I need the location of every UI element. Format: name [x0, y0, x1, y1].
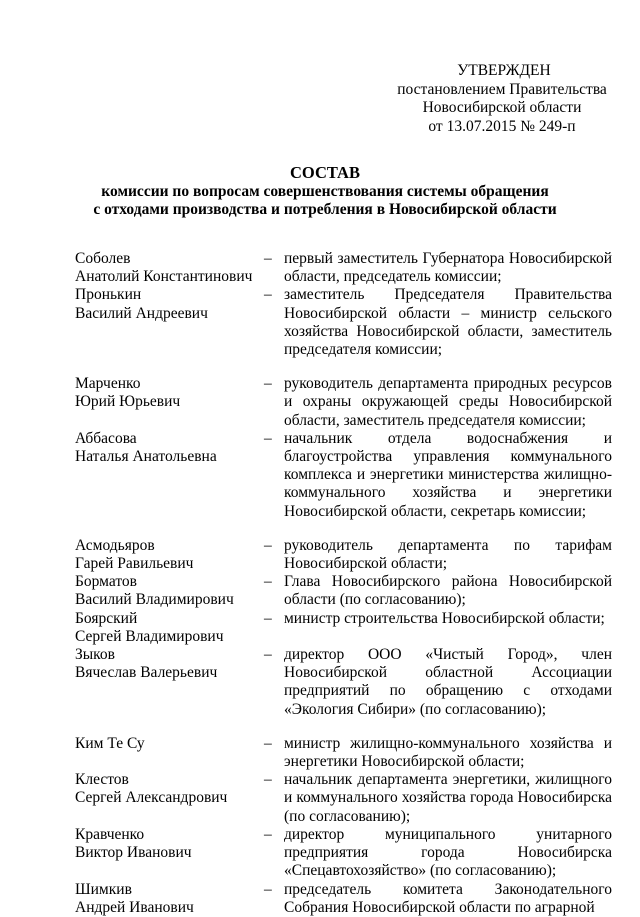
member-given-name: Наталья Анатольевна [75, 448, 217, 466]
member-name [75, 881, 263, 917]
member-surname: Зыков [75, 646, 115, 664]
members-list [75, 250, 612, 917]
member-dash: – [264, 375, 272, 393]
member-dash: – [264, 536, 272, 554]
member-row [75, 573, 612, 609]
member-surname: Пронькин [75, 286, 142, 304]
approval-stamp [392, 62, 612, 136]
member-name [75, 610, 263, 646]
member-surname: Ким Те Су [75, 734, 145, 752]
member-row [75, 375, 612, 430]
member-role: директор ООО «Чистый Город», член Новосибирской областной Ассоциации предприятий по обращению с отходами «Экология Сибири» (по согласованию); [284, 646, 612, 718]
member-role: первый заместитель Губернатора Новосибирской области, председатель комиссии; [284, 250, 612, 286]
member-given-name: Виктор Иванович [75, 844, 192, 862]
member-row [75, 735, 612, 771]
member-name [75, 573, 263, 609]
member-given-name: Вячеслав Валерьевич [75, 664, 218, 682]
member-name [75, 537, 263, 573]
member-role: министр жилищно-коммунального хозяйства и энергетики Новосибирской области; [284, 734, 612, 771]
member-row [75, 881, 612, 917]
member-row [75, 610, 612, 646]
member-name [75, 250, 263, 286]
member-role: руководитель департамента природных ресурсов и охраны окружающей среды Новосибирской области, заместитель председателя комиссии; [284, 375, 612, 429]
member-given-name: Анатолий Константинович [75, 268, 253, 286]
member-name [75, 375, 263, 430]
member-given-name: Гарей Равильевич [75, 555, 194, 573]
member-name [75, 430, 263, 521]
member-given-name: Василий Андреевич [75, 304, 208, 322]
member-dash: – [264, 646, 272, 664]
member-role: председатель комитета Законодательного Собрания Новосибирской области по аграрной [284, 880, 612, 916]
member-surname: Клестов [75, 771, 129, 789]
member-name [75, 735, 263, 771]
member-row [75, 537, 612, 573]
member-given-name: Василий Владимирович [75, 591, 234, 609]
approval-decree-line: постановлением Правительства [397, 80, 607, 98]
member-dash: – [264, 880, 272, 898]
member-row [75, 826, 612, 881]
member-dash: – [264, 771, 272, 789]
member-surname: Кравченко [75, 825, 145, 843]
member-dash: – [264, 734, 272, 752]
member-role: начальник отдела водоснабжения и благоустройства управления коммунального комплекса и энергетики министерства жилищно-коммунального хозяйства и энергетики Новосибирской области, секретарь комиссии; [284, 429, 612, 520]
title-main: СОСТАВ [290, 163, 360, 182]
member-surname: Марченко [75, 375, 141, 393]
approval-heading: УТВЕРЖДЕН [457, 62, 551, 79]
member-given-name: Юрий Юрьевич [75, 393, 181, 411]
member-role: руководитель департамента по тарифам Новосибирской области; [284, 536, 612, 573]
title-subtitle-line-2: с отходами производства и потребления в Новосибирской области [93, 201, 557, 218]
member-role: директор муниципального унитарного предприятия города Новосибирска «Спецавтохозяйство» (по согласованию); [284, 825, 612, 880]
member-name [75, 286, 263, 359]
member-dash: – [264, 609, 272, 627]
member-surname: Аббасова [75, 429, 137, 447]
approval-region-line: Новосибирской области [422, 99, 582, 116]
member-given-name: Сергей Александрович [75, 789, 228, 807]
member-row [75, 646, 612, 719]
member-dash: – [264, 573, 272, 591]
member-given-name: Сергей Владимирович [75, 627, 224, 645]
member-row [75, 430, 612, 521]
member-row [75, 771, 612, 826]
member-role: заместитель Председателя Правительства Новосибирской области – министр сельского хозяйства Новосибирской области, заместитель председателя комиссии; [284, 286, 612, 359]
member-role: Глава Новосибирского района Новосибирской области (по согласованию); [284, 573, 612, 609]
member-dash: – [264, 250, 272, 267]
document-title [60, 164, 590, 220]
member-row [75, 250, 612, 286]
member-surname: Боярский [75, 609, 138, 627]
member-surname: Соболев [75, 250, 131, 267]
member-dash: – [264, 429, 272, 447]
member-surname: Борматов [75, 573, 137, 591]
member-surname: Асмодьяров [75, 536, 155, 554]
member-dash: – [264, 286, 272, 304]
member-role: министр строительства Новосибирской области; [284, 609, 605, 627]
member-name [75, 826, 263, 881]
member-surname: Шимкив [75, 880, 132, 898]
member-given-name: Андрей Иванович [75, 898, 194, 916]
member-row [75, 286, 612, 359]
approval-date-line: от 13.07.2015 № 249-п [428, 117, 576, 135]
member-dash: – [264, 825, 272, 843]
member-role: начальник департамента энергетики, жилищного и коммунального хозяйства города Новосибирска (по согласованию); [284, 771, 612, 825]
member-name [75, 771, 263, 826]
title-subtitle-line-1: комиссии по вопросам совершенствования системы обращения [101, 182, 549, 200]
member-name [75, 646, 263, 719]
